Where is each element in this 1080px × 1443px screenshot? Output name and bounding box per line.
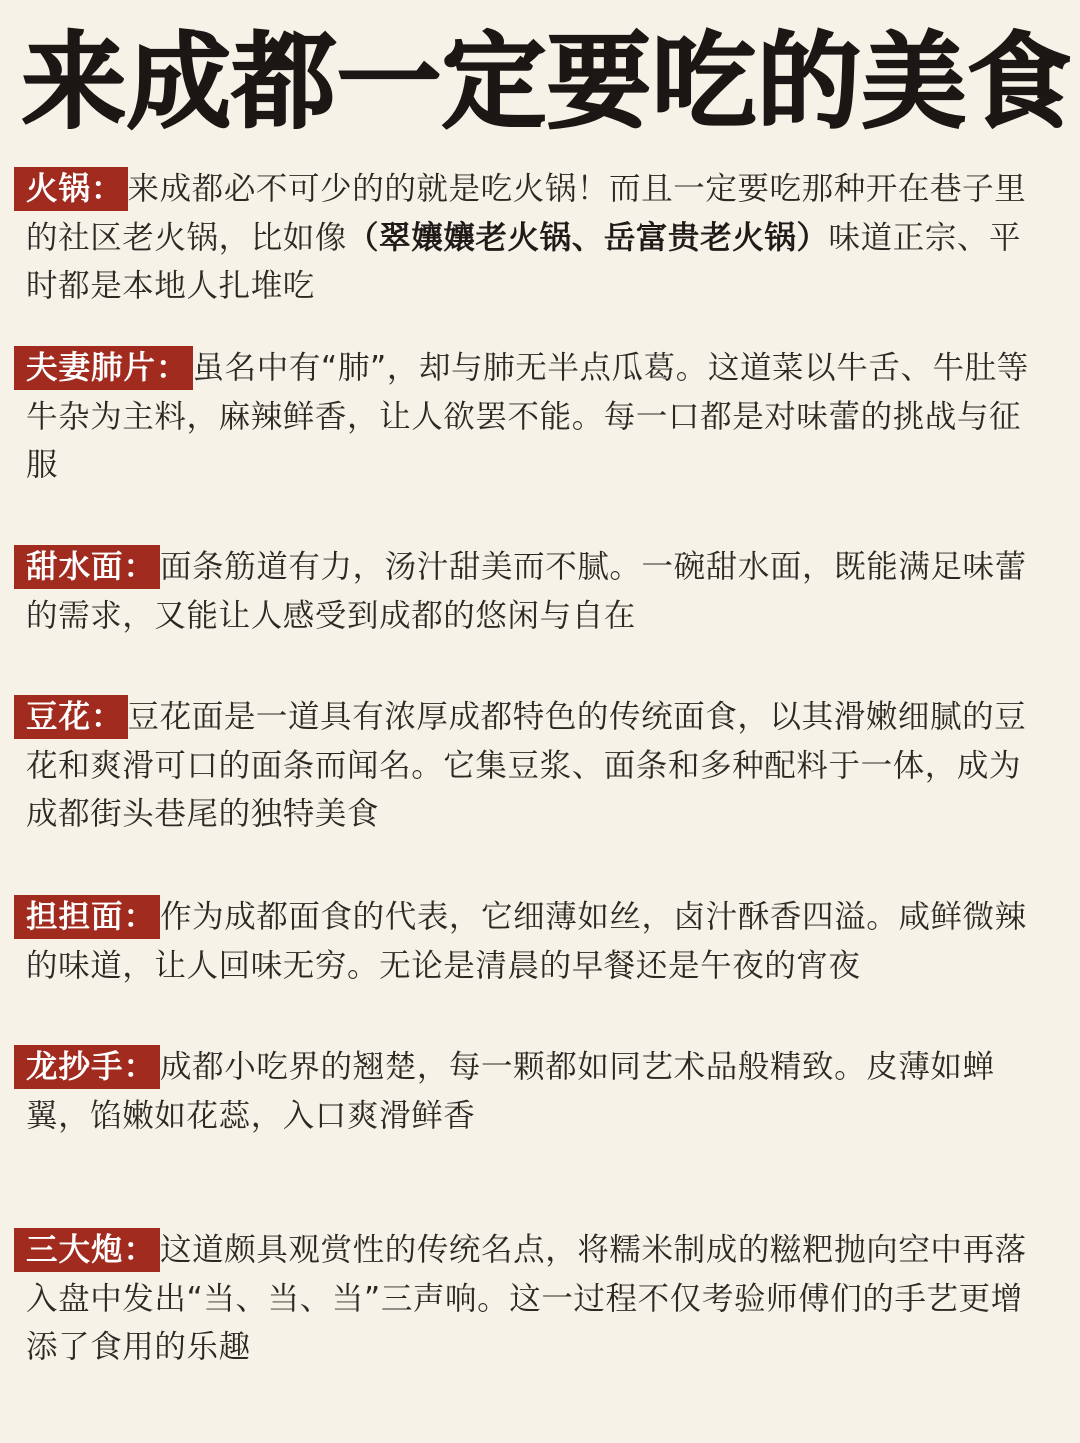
food-description-end: 味道正宗、平时都是本地人扎堆吃: [26, 219, 1022, 304]
food-section-dandanmian: [26, 893, 1036, 990]
food-section-douhua: [26, 693, 1036, 839]
food-section-sandapao: [26, 1226, 1036, 1372]
food-description: 虽名中有“肺”，却与肺无半点瓜葛。这道菜以牛舌、牛肚等牛杂为主料，麻辣鲜香，让人欲罢不能。每一口都是对味蕾的挑战与征服: [26, 350, 1029, 483]
food-description: 来成都必不可少的的就是吃火锅！而且一定要吃那种开在巷子里的社区老火锅，比如像: [26, 171, 1027, 256]
food-description: 这道颇具观赏性的传统名点，将糯米制成的糍粑抛向空中再落入盘中发出“当、当、当”三声响。这一过程不仅考验师傅们的手艺更增添了食用的乐趣: [26, 1232, 1027, 1365]
food-description: 面条筋道有力，汤汁甜美而不腻。一碗甜水面，既能满足味蕾的需求，又能让人感受到成都的悠闲与自在: [26, 549, 1027, 634]
food-label: 三大炮：: [14, 1228, 160, 1272]
food-description: 豆花面是一道具有浓厚成都特色的传统面食，以其滑嫩细腻的豆花和爽滑可口的面条而闻名。它集豆浆、面条和多种配料于一体，成为成都街头巷尾的独特美食: [26, 699, 1027, 832]
food-label: 担担面：: [14, 895, 160, 939]
food-label: 夫妻肺片：: [14, 346, 193, 390]
food-label: 甜水面：: [14, 545, 160, 589]
food-section-tianshuimian: [26, 543, 1036, 640]
restaurant-recommendation: （翠孃孃老火锅、岳富贵老火锅）: [347, 219, 829, 256]
food-description: 作为成都面食的代表，它细薄如丝，卤汁酥香四溢。咸鲜微辣的味道，让人回味无穷。无论是清晨的早餐还是午夜的宵夜: [26, 899, 1027, 984]
food-label: 火锅：: [14, 167, 128, 211]
food-label: 龙抄手：: [14, 1045, 160, 1089]
food-section-hotpot: [26, 165, 1036, 311]
page-title: 来成都一定要吃的美食: [22, 21, 1073, 143]
food-section-longchaoshou: [26, 1043, 1036, 1140]
food-section-fuqi-feipian: [26, 344, 1036, 490]
food-description: 成都小吃界的翘楚，每一颗都如同艺术品般精致。皮薄如蝉翼，馅嫩如花蕊，入口爽滑鲜香: [26, 1049, 995, 1134]
food-label: 豆花：: [14, 695, 128, 739]
